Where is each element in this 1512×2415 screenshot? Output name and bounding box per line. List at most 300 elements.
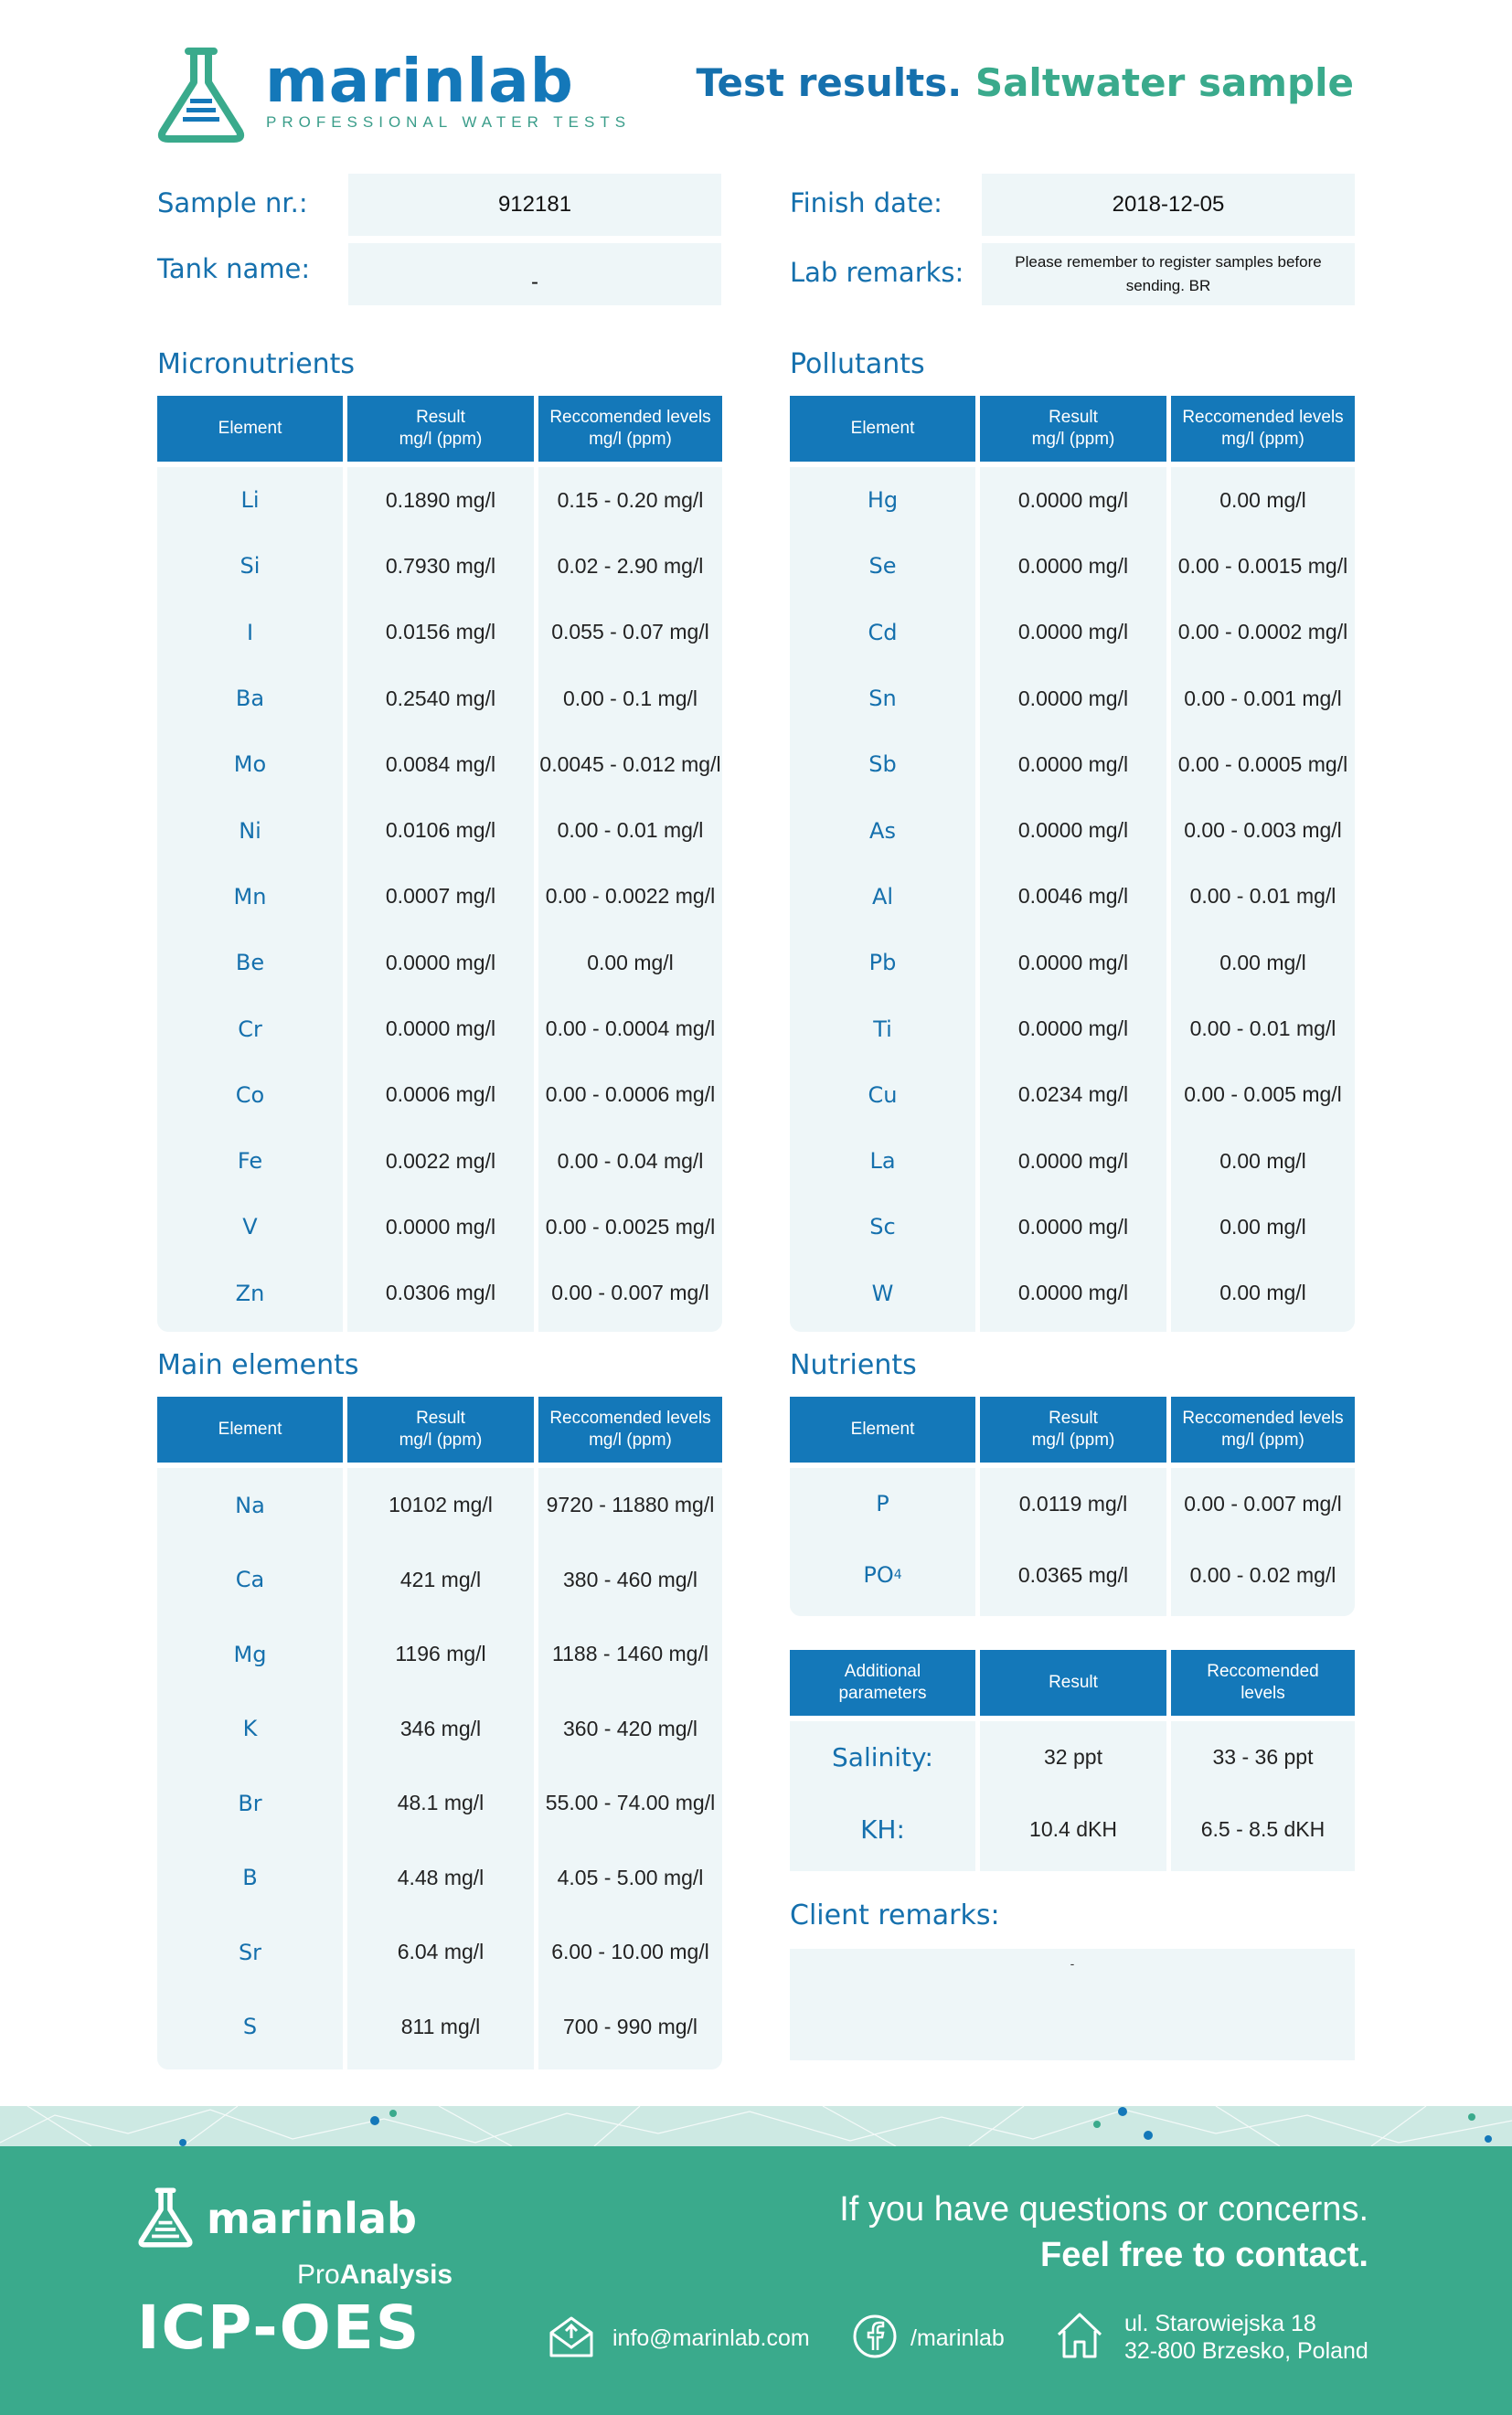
result-cell-text: 0.1890 mg/l bbox=[385, 487, 496, 512]
recommended-cell bbox=[1171, 1721, 1355, 1793]
result-cell-text: 4.48 mg/l bbox=[397, 1865, 484, 1889]
result-cell bbox=[980, 600, 1166, 665]
recommended-cell bbox=[538, 1617, 722, 1692]
page-title bbox=[696, 60, 1354, 105]
parameter-column bbox=[790, 1721, 975, 1871]
element-cell bbox=[157, 467, 343, 533]
recommended-cell-text: 0.00 - 0.0004 mg/l bbox=[545, 1016, 716, 1041]
header-result-line1: Result bbox=[416, 1409, 465, 1428]
recommended-cell bbox=[1171, 1468, 1355, 1539]
recommended-cell-text: 0.00 - 0.02 mg/l bbox=[1189, 1562, 1336, 1587]
questions-line: If you have questions or concerns. bbox=[839, 2190, 1368, 2229]
header-result bbox=[347, 1397, 534, 1463]
recommended-cell bbox=[538, 1468, 722, 1543]
nutrients-table bbox=[790, 1397, 1355, 1611]
element-cell-text: Ti bbox=[873, 1016, 892, 1042]
element-cell bbox=[157, 1062, 343, 1128]
header-rec-line2: mg/l (ppm) bbox=[1221, 1431, 1304, 1450]
recommended-cell bbox=[1171, 533, 1355, 599]
recommended-cell-text: 0.00 - 0.0025 mg/l bbox=[545, 1214, 716, 1239]
header-rec-line1: Reccomended levels bbox=[549, 1409, 711, 1428]
recommended-cell-text: 6.5 - 8.5 dKH bbox=[1200, 1817, 1326, 1841]
recommended-cell bbox=[1171, 1261, 1355, 1326]
recommended-cell bbox=[538, 930, 722, 995]
header-result bbox=[980, 396, 1166, 462]
result-cell bbox=[980, 1261, 1166, 1326]
recommended-cell-text: 9720 - 11880 mg/l bbox=[546, 1493, 715, 1517]
recommended-cell bbox=[1171, 930, 1355, 995]
recommended-cell-text: 0.00 mg/l bbox=[1219, 1281, 1306, 1305]
element-cell bbox=[157, 1915, 343, 1990]
result-cell-text: 0.0007 mg/l bbox=[385, 884, 496, 909]
element-cell bbox=[790, 995, 975, 1061]
result-cell bbox=[347, 1194, 534, 1260]
facebook-link[interactable]: /marinlab bbox=[910, 2325, 1005, 2351]
footer-logo-wordmark: marinlab bbox=[207, 2194, 417, 2243]
element-cell bbox=[790, 731, 975, 797]
header-param-line2: parameters bbox=[838, 1684, 927, 1703]
recommended-cell-text: 0.00 - 0.003 mg/l bbox=[1184, 818, 1342, 843]
element-cell-text: Cd bbox=[868, 619, 898, 645]
header-recommended bbox=[1171, 1397, 1355, 1463]
element-cell-text: Ba bbox=[235, 686, 265, 712]
element-cell-text: KH: bbox=[860, 1814, 905, 1845]
element-cell-text: Sr bbox=[238, 1939, 262, 1965]
element-cell-text: PO bbox=[863, 1562, 894, 1588]
header-element: Element bbox=[157, 1397, 343, 1463]
result-cell bbox=[347, 1128, 534, 1194]
result-cell bbox=[980, 1194, 1166, 1260]
element-cell-text: Pb bbox=[868, 950, 897, 976]
header-rec-line2: mg/l (ppm) bbox=[589, 430, 672, 449]
element-cell-text: Sc bbox=[869, 1214, 896, 1240]
header-recommended bbox=[1171, 1650, 1355, 1716]
recommended-cell bbox=[538, 995, 722, 1061]
element-cell-text: La bbox=[869, 1148, 896, 1175]
recommended-cell bbox=[538, 1692, 722, 1767]
result-cell bbox=[347, 1990, 534, 2065]
recommended-column bbox=[538, 467, 722, 1332]
element-cell bbox=[790, 1128, 975, 1194]
result-cell-text: 0.0000 mg/l bbox=[1017, 1214, 1129, 1239]
recommended-column bbox=[538, 1468, 722, 2069]
recommended-cell bbox=[538, 467, 722, 533]
envelope-icon bbox=[548, 2314, 594, 2358]
header-result-line2: mg/l (ppm) bbox=[399, 1431, 483, 1450]
recommended-cell-text: 0.00 - 0.0015 mg/l bbox=[1177, 553, 1348, 578]
recommended-cell bbox=[538, 665, 722, 731]
finish-date-value: 2018-12-05 bbox=[982, 174, 1355, 236]
element-cell bbox=[157, 1261, 343, 1326]
element-cell bbox=[790, 1539, 975, 1611]
recommended-cell-text: 380 - 460 mg/l bbox=[562, 1567, 698, 1591]
header-rec-line1: Reccomended levels bbox=[1182, 408, 1344, 427]
recommended-cell-text: 0.00 mg/l bbox=[587, 950, 674, 974]
element-cell-text: Cu bbox=[868, 1081, 898, 1108]
element-cell-text: K bbox=[242, 1716, 258, 1742]
pro-prefix: Pro bbox=[297, 2260, 340, 2290]
result-cell-text: 0.2540 mg/l bbox=[385, 686, 496, 710]
recommended-cell bbox=[1171, 1194, 1355, 1260]
result-cell bbox=[347, 995, 534, 1061]
result-cell-text: 6.04 mg/l bbox=[397, 1940, 484, 1964]
additional-parameters-table bbox=[790, 1650, 1355, 1866]
main-elements-title: Main elements bbox=[157, 1349, 359, 1381]
lab-remarks-value: Please remember to register samples before sending. BR bbox=[982, 243, 1355, 305]
result-cell bbox=[347, 1468, 534, 1543]
recommended-cell bbox=[538, 864, 722, 930]
result-cell bbox=[980, 731, 1166, 797]
recommended-cell bbox=[1171, 1128, 1355, 1194]
element-subscript: 4 bbox=[893, 1568, 902, 1582]
result-cell-text: 421 mg/l bbox=[399, 1567, 482, 1591]
sample-number-label: Sample nr.: bbox=[157, 187, 308, 218]
element-cell bbox=[790, 1261, 975, 1326]
element-cell bbox=[157, 1990, 343, 2065]
result-cell-text: 0.0306 mg/l bbox=[385, 1281, 496, 1305]
header-result-line2: mg/l (ppm) bbox=[1031, 1431, 1115, 1450]
element-cell-text: Co bbox=[235, 1081, 265, 1108]
result-cell-text: 346 mg/l bbox=[399, 1716, 482, 1740]
pollutants-table bbox=[790, 396, 1355, 1319]
recommended-cell-text: 0.02 - 2.90 mg/l bbox=[557, 553, 704, 578]
tank-name-label: Tank name: bbox=[157, 253, 311, 284]
result-cell bbox=[980, 930, 1166, 995]
header-recommended bbox=[538, 396, 722, 462]
result-cell bbox=[347, 864, 534, 930]
element-cell-text: S bbox=[242, 2014, 258, 2040]
recommended-cell bbox=[538, 1128, 722, 1194]
result-cell-text: 0.0000 mg/l bbox=[385, 1214, 496, 1239]
recommended-cell-text: 360 - 420 mg/l bbox=[562, 1716, 698, 1740]
recommended-cell-text: 0.00 mg/l bbox=[1219, 1148, 1306, 1173]
result-cell-text: 0.0006 mg/l bbox=[385, 1082, 496, 1107]
result-cell bbox=[980, 1128, 1166, 1194]
element-cell bbox=[790, 1194, 975, 1260]
element-cell-text: Mn bbox=[233, 883, 267, 910]
element-cell bbox=[157, 600, 343, 665]
table-body bbox=[790, 467, 1355, 1332]
recommended-cell bbox=[538, 1543, 722, 1618]
element-cell bbox=[790, 665, 975, 731]
header-result-line1: Result bbox=[416, 408, 465, 427]
element-cell-text: Na bbox=[235, 1492, 265, 1518]
result-cell bbox=[347, 797, 534, 863]
recommended-cell bbox=[538, 600, 722, 665]
element-cell-text: Zn bbox=[235, 1280, 265, 1306]
result-column bbox=[347, 1468, 534, 2069]
main-elements-table bbox=[157, 1397, 722, 2060]
result-cell bbox=[347, 1261, 534, 1326]
recommended-cell bbox=[538, 1841, 722, 1916]
recommended-cell-text: 0.00 - 0.01 mg/l bbox=[557, 818, 704, 843]
logo-wordmark: marinlab bbox=[265, 46, 574, 116]
element-cell-text: I bbox=[246, 619, 254, 645]
result-cell-text: 32 ppt bbox=[1044, 1745, 1102, 1769]
recommended-cell bbox=[538, 1194, 722, 1260]
recommended-cell bbox=[1171, 1793, 1355, 1866]
element-cell bbox=[157, 533, 343, 599]
result-cell bbox=[347, 1915, 534, 1990]
result-cell-text: 0.0365 mg/l bbox=[1017, 1562, 1129, 1587]
result-cell bbox=[980, 467, 1166, 533]
header-result-line1: Result bbox=[1049, 408, 1098, 427]
recommended-cell bbox=[538, 1261, 722, 1326]
header-recommended bbox=[538, 1397, 722, 1463]
result-cell-text: 0.0022 mg/l bbox=[385, 1148, 496, 1173]
nutrients-title: Nutrients bbox=[790, 1349, 917, 1381]
header-result: Result bbox=[980, 1650, 1166, 1716]
result-cell-text: 0.7930 mg/l bbox=[385, 553, 496, 578]
flask-logo-icon bbox=[155, 48, 247, 143]
result-cell bbox=[980, 1539, 1166, 1611]
flask-logo-icon bbox=[137, 2186, 194, 2249]
result-cell-text: 0.0000 mg/l bbox=[1017, 1016, 1129, 1041]
element-column bbox=[157, 467, 343, 1332]
recommended-cell bbox=[1171, 995, 1355, 1061]
recommended-cell bbox=[1171, 797, 1355, 863]
element-column bbox=[157, 1468, 343, 2069]
home-icon bbox=[1055, 2311, 1104, 2360]
element-cell bbox=[157, 1194, 343, 1260]
pro-analysis-label bbox=[297, 2260, 453, 2291]
client-remarks-title: Client remarks: bbox=[790, 1899, 1000, 1931]
result-cell-text: 0.0000 mg/l bbox=[385, 1016, 496, 1041]
recommended-cell bbox=[538, 1990, 722, 2065]
element-cell bbox=[157, 1766, 343, 1841]
recommended-cell bbox=[538, 1915, 722, 1990]
result-cell bbox=[347, 1692, 534, 1767]
element-cell-text: Si bbox=[240, 553, 261, 580]
result-cell bbox=[347, 930, 534, 995]
client-remarks-value: - bbox=[1070, 1956, 1075, 1971]
element-cell-text: Li bbox=[240, 487, 260, 514]
result-cell bbox=[347, 600, 534, 665]
result-cell-text: 10102 mg/l bbox=[389, 1493, 493, 1517]
method-label: ICP-OES bbox=[137, 2293, 421, 2363]
header-rec-line2: levels bbox=[1240, 1684, 1285, 1703]
result-cell-text: 0.0156 mg/l bbox=[385, 620, 496, 644]
pro-bold: Analysis bbox=[339, 2260, 453, 2290]
element-cell-text: Hg bbox=[867, 487, 899, 514]
element-cell-text: Al bbox=[871, 883, 894, 910]
recommended-cell-text: 0.00 mg/l bbox=[1219, 950, 1306, 974]
element-cell-text: Br bbox=[238, 1790, 262, 1816]
element-cell-text: Salinity: bbox=[832, 1742, 933, 1772]
recommended-cell-text: 1188 - 1460 mg/l bbox=[552, 1642, 708, 1666]
result-cell bbox=[347, 1766, 534, 1841]
sample-number-value: 912181 bbox=[348, 174, 721, 236]
pollutants-title: Pollutants bbox=[790, 348, 925, 380]
element-cell bbox=[157, 1841, 343, 1916]
recommended-cell-text: 0.00 - 0.0022 mg/l bbox=[545, 884, 716, 909]
recommended-cell bbox=[538, 797, 722, 863]
element-cell bbox=[790, 1468, 975, 1539]
header bbox=[0, 0, 1512, 165]
table-header bbox=[157, 396, 722, 462]
recommended-cell-text: 0.0045 - 0.012 mg/l bbox=[539, 751, 721, 776]
element-cell bbox=[157, 995, 343, 1061]
result-cell-text: 0.0234 mg/l bbox=[1017, 1082, 1129, 1107]
result-cell bbox=[347, 731, 534, 797]
result-cell bbox=[980, 995, 1166, 1061]
element-column bbox=[790, 1468, 975, 1616]
element-cell-text: As bbox=[869, 817, 896, 844]
result-cell bbox=[980, 864, 1166, 930]
recommended-cell bbox=[538, 1766, 722, 1841]
contact-line: Feel free to contact. bbox=[1040, 2236, 1368, 2274]
recommended-cell-text: 700 - 990 mg/l bbox=[562, 2014, 698, 2038]
header-element: Element bbox=[790, 1397, 975, 1463]
element-cell-text: P bbox=[876, 1491, 889, 1516]
recommended-cell-text: 0.00 - 0.01 mg/l bbox=[1189, 1016, 1336, 1041]
finish-date-label: Finish date: bbox=[790, 187, 942, 218]
result-column bbox=[347, 467, 534, 1332]
result-cell bbox=[347, 533, 534, 599]
element-cell bbox=[157, 1468, 343, 1543]
recommended-column bbox=[1171, 467, 1355, 1332]
header-parameter bbox=[790, 1650, 975, 1716]
element-cell bbox=[157, 665, 343, 731]
result-cell-text: 0.0000 mg/l bbox=[385, 950, 496, 974]
result-cell-text: 0.0000 mg/l bbox=[1017, 818, 1129, 843]
result-cell-text: 0.0084 mg/l bbox=[385, 751, 496, 776]
footer bbox=[0, 2146, 1512, 2415]
element-cell bbox=[790, 1062, 975, 1128]
header-rec-line2: mg/l (ppm) bbox=[589, 1431, 672, 1450]
result-cell-text: 0.0046 mg/l bbox=[1017, 884, 1129, 909]
element-cell-text: Cr bbox=[238, 1016, 262, 1042]
element-cell bbox=[790, 864, 975, 930]
recommended-cell-text: 0.00 - 0.01 mg/l bbox=[1189, 884, 1336, 909]
header-element: Element bbox=[157, 396, 343, 462]
recommended-cell bbox=[1171, 1539, 1355, 1611]
element-cell-text: Mo bbox=[233, 751, 267, 778]
header-result-line1: Result bbox=[1049, 1409, 1098, 1428]
result-cell bbox=[980, 1468, 1166, 1539]
recommended-cell-text: 0.15 - 0.20 mg/l bbox=[557, 487, 704, 512]
recommended-cell bbox=[1171, 600, 1355, 665]
micronutrients-table bbox=[157, 396, 722, 1319]
result-cell bbox=[347, 1062, 534, 1128]
recommended-cell-text: 0.00 - 0.005 mg/l bbox=[1184, 1082, 1342, 1107]
result-cell bbox=[347, 1617, 534, 1692]
element-cell bbox=[790, 533, 975, 599]
recommended-cell bbox=[1171, 864, 1355, 930]
element-cell bbox=[157, 1128, 343, 1194]
recommended-cell-text: 0.055 - 0.07 mg/l bbox=[551, 620, 709, 644]
element-cell-text: Mg bbox=[233, 1641, 267, 1667]
recommended-cell bbox=[1171, 1062, 1355, 1128]
email-link[interactable]: info@marinlab.com bbox=[612, 2325, 810, 2351]
element-cell bbox=[790, 797, 975, 863]
recommended-cell bbox=[538, 533, 722, 599]
element-cell bbox=[157, 1692, 343, 1767]
recommended-cell-text: 0.00 mg/l bbox=[1219, 487, 1306, 512]
element-cell bbox=[790, 1721, 975, 1793]
header-result bbox=[347, 396, 534, 462]
result-cell-text: 0.0000 mg/l bbox=[1017, 1281, 1129, 1305]
result-column bbox=[980, 467, 1166, 1332]
element-cell-text: Ni bbox=[239, 817, 261, 844]
result-cell-text: 0.0000 mg/l bbox=[1017, 950, 1129, 974]
result-cell bbox=[980, 1062, 1166, 1128]
element-column bbox=[790, 467, 975, 1332]
client-remarks-box bbox=[790, 1949, 1355, 2060]
element-cell bbox=[790, 1793, 975, 1866]
result-cell-text: 0.0000 mg/l bbox=[1017, 686, 1129, 710]
header-rec-line1: Reccomended levels bbox=[1182, 1409, 1344, 1428]
header-result bbox=[980, 1397, 1166, 1463]
recommended-column bbox=[1171, 1468, 1355, 1616]
recommended-cell-text: 0.00 - 0.007 mg/l bbox=[1184, 1491, 1342, 1516]
recommended-cell bbox=[538, 731, 722, 797]
result-cell-text: 811 mg/l bbox=[400, 2014, 481, 2038]
recommended-cell-text: 0.00 - 0.0005 mg/l bbox=[1177, 751, 1348, 776]
result-cell-text: 0.0106 mg/l bbox=[385, 818, 496, 843]
header-result-line2: mg/l (ppm) bbox=[399, 430, 483, 449]
header-rec-line1: Reccomended bbox=[1207, 1662, 1319, 1681]
result-cell-text: 0.0119 mg/l bbox=[1018, 1491, 1128, 1516]
table-header bbox=[790, 1650, 1355, 1716]
footer-pattern-band bbox=[0, 2106, 1512, 2146]
logo-tagline: PROFESSIONAL WATER TESTS bbox=[266, 113, 632, 131]
result-cell-text: 0.0000 mg/l bbox=[1017, 487, 1129, 512]
recommended-cell-text: 0.00 mg/l bbox=[1219, 1214, 1306, 1239]
result-cell-text: 0.0000 mg/l bbox=[1017, 620, 1129, 644]
header-rec-line2: mg/l (ppm) bbox=[1221, 430, 1304, 449]
recommended-cell bbox=[1171, 467, 1355, 533]
recommended-cell-text: 33 - 36 ppt bbox=[1212, 1745, 1314, 1769]
result-cell-text: 1196 mg/l bbox=[395, 1642, 486, 1666]
recommended-cell-text: 0.00 - 0.007 mg/l bbox=[551, 1281, 709, 1305]
element-cell bbox=[790, 930, 975, 995]
element-cell-text: B bbox=[242, 1865, 258, 1891]
lab-remarks-label: Lab remarks: bbox=[790, 257, 964, 288]
result-cell-text: 0.0000 mg/l bbox=[1017, 1148, 1129, 1173]
header-param-line1: Additional bbox=[844, 1662, 921, 1681]
element-cell bbox=[157, 731, 343, 797]
address-line-1: ul. Starowiejska 18 bbox=[1124, 2311, 1316, 2336]
result-cell bbox=[980, 665, 1166, 731]
recommended-cell-text: 4.05 - 5.00 mg/l bbox=[557, 1865, 704, 1889]
element-cell bbox=[790, 600, 975, 665]
header-element: Element bbox=[790, 396, 975, 462]
title-part-1: Test results. bbox=[696, 60, 963, 105]
header-recommended bbox=[1171, 396, 1355, 462]
recommended-cell-text: 0.00 - 0.1 mg/l bbox=[562, 686, 698, 710]
table-body bbox=[157, 1468, 722, 2069]
table-header bbox=[157, 1397, 722, 1463]
recommended-cell bbox=[538, 1062, 722, 1128]
tank-name-value: - bbox=[348, 243, 721, 305]
element-cell-text: Fe bbox=[237, 1148, 263, 1175]
table-body bbox=[157, 467, 722, 1332]
facebook-icon bbox=[852, 2314, 898, 2359]
recommended-cell-text: 0.00 - 0.001 mg/l bbox=[1184, 686, 1342, 710]
recommended-column bbox=[1171, 1721, 1355, 1871]
element-cell-text: V bbox=[242, 1214, 258, 1240]
result-cell bbox=[980, 1793, 1166, 1866]
element-cell bbox=[790, 467, 975, 533]
recommended-cell bbox=[1171, 665, 1355, 731]
element-cell bbox=[157, 1543, 343, 1618]
element-cell-text: Se bbox=[868, 553, 897, 580]
recommended-cell-text: 0.00 - 0.0006 mg/l bbox=[545, 1082, 716, 1107]
recommended-cell bbox=[1171, 731, 1355, 797]
title-part-2: Saltwater sample bbox=[974, 60, 1354, 105]
result-cell bbox=[980, 1721, 1166, 1793]
